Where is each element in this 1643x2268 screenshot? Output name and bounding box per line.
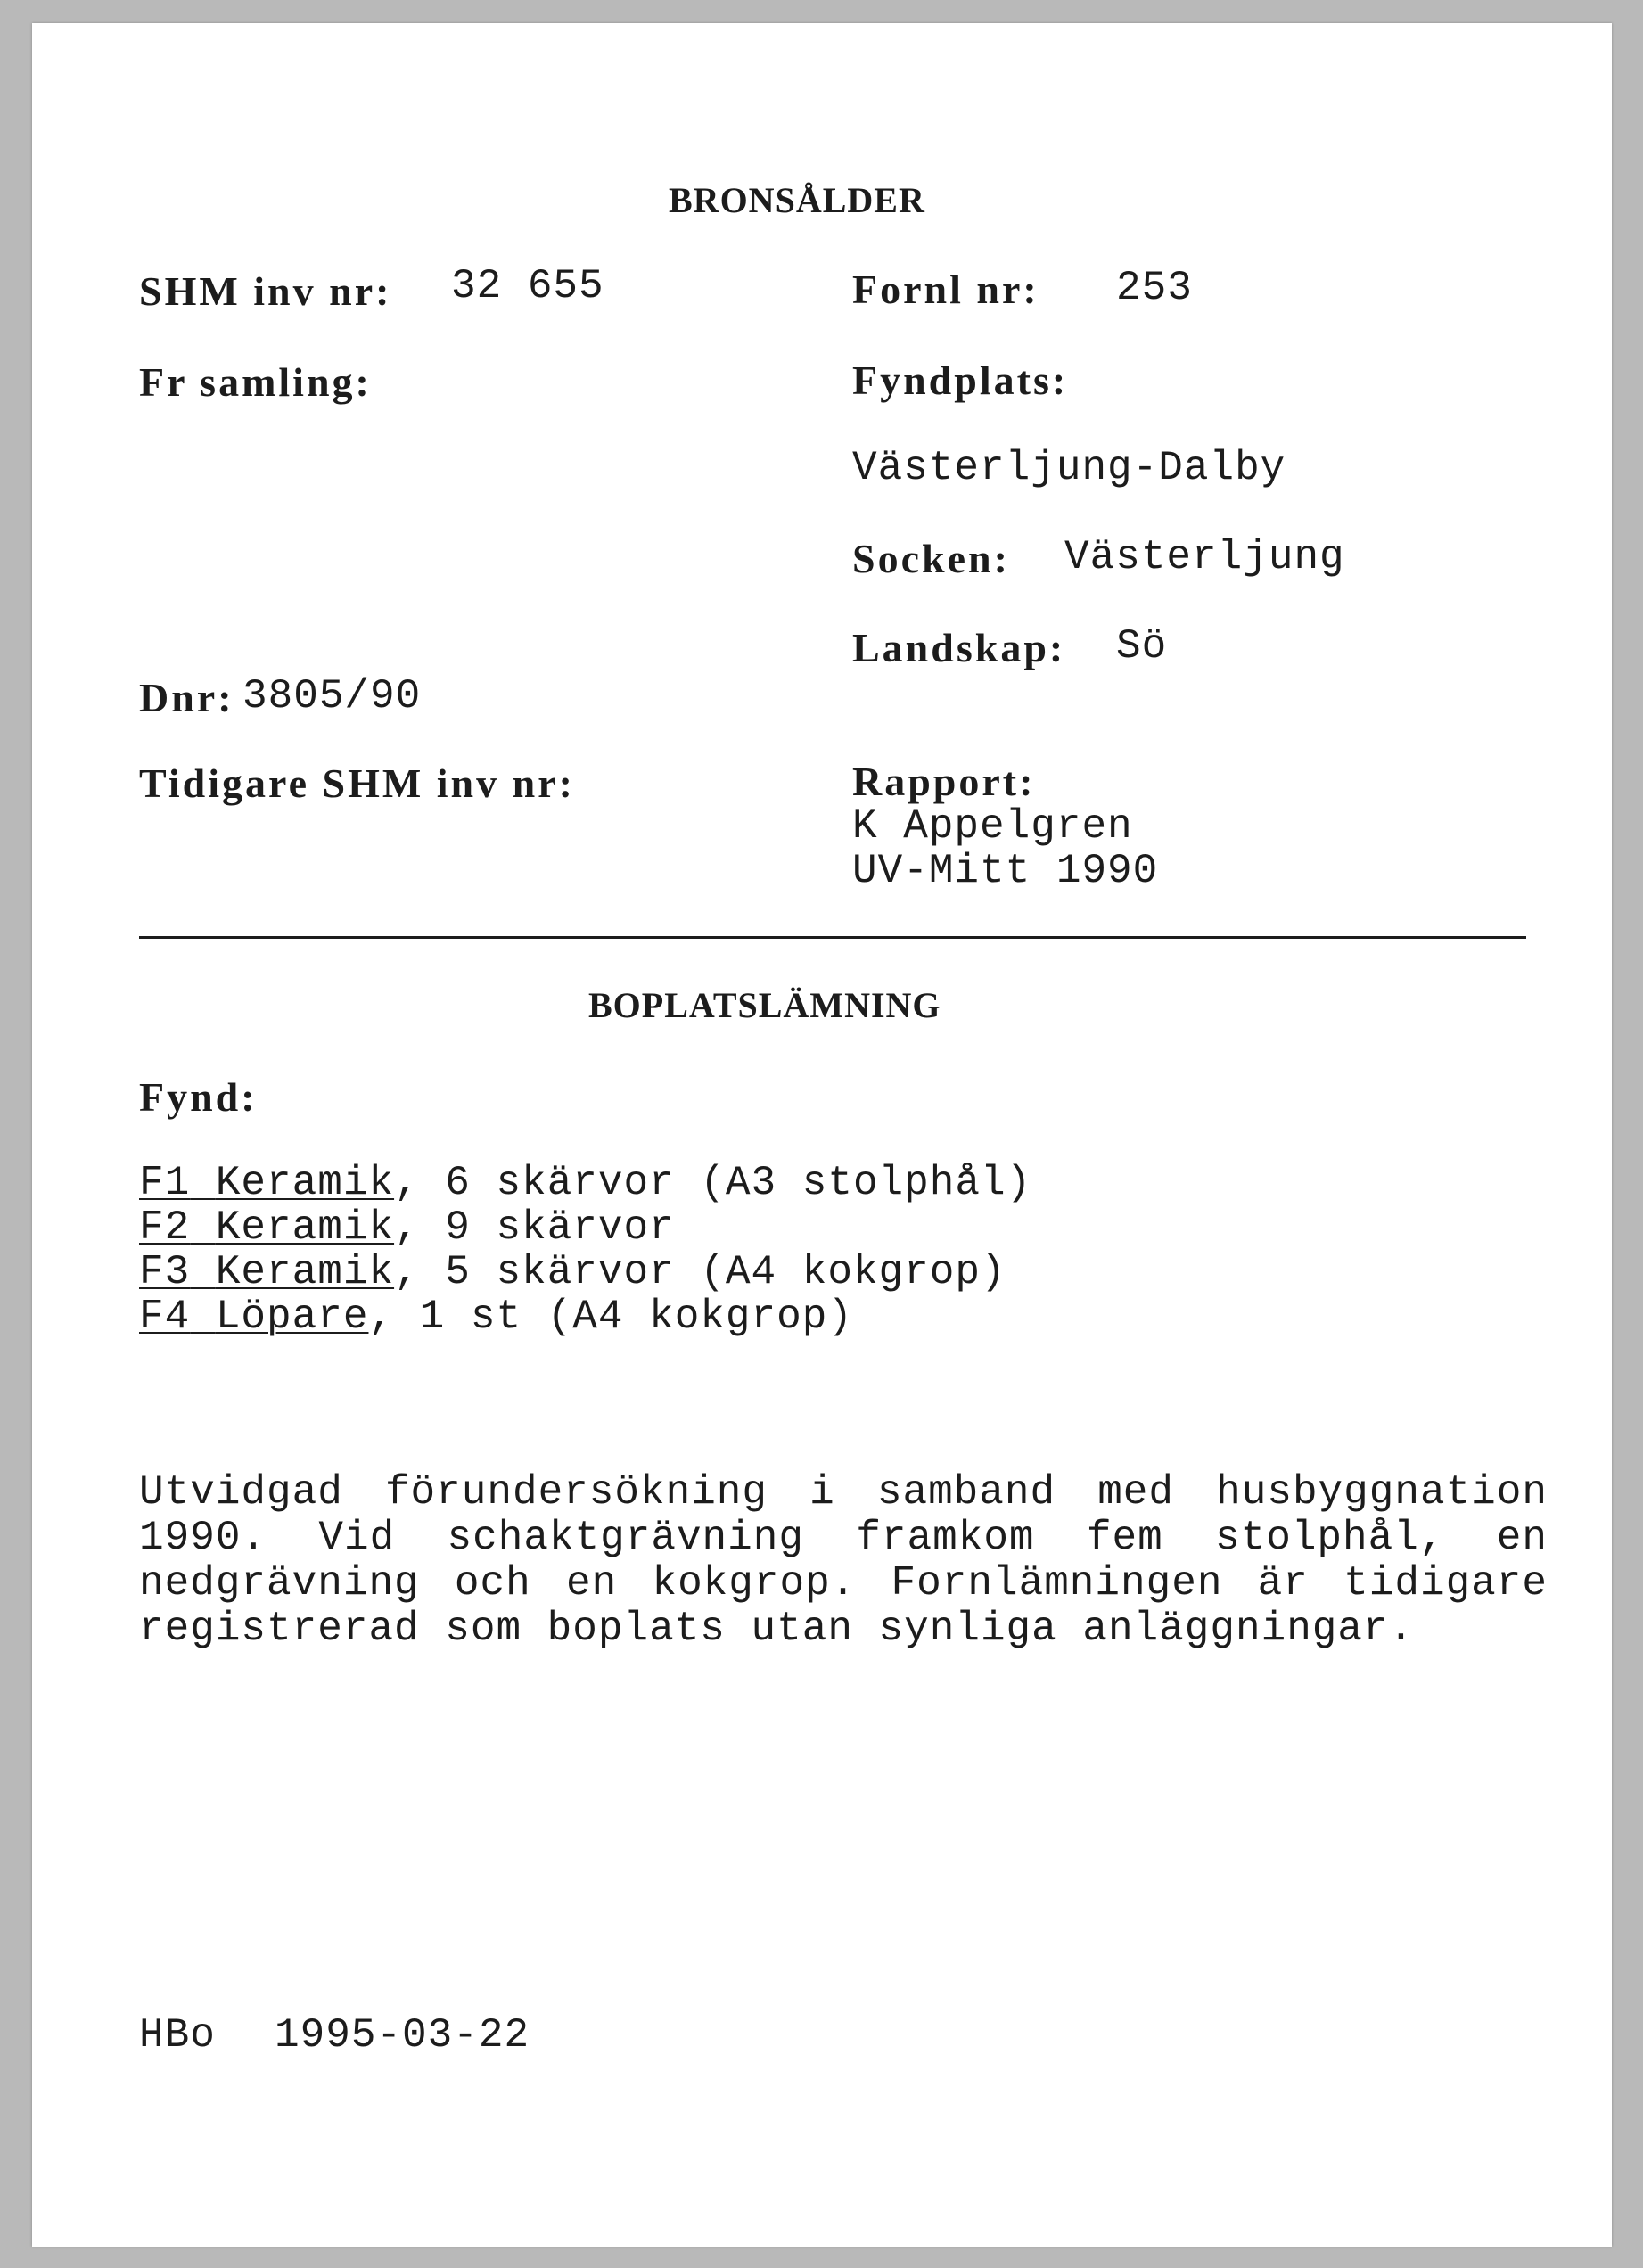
- find-detail: , 5 skärvor (A4 kokgrop): [394, 1249, 1006, 1295]
- fornl-label: Fornl nr:: [852, 267, 1039, 312]
- fyndplats-label: Fyndplats:: [852, 357, 1069, 403]
- find-item: [139, 1205, 675, 1250]
- section-title: BOPLATSLÄMNING: [588, 985, 941, 1025]
- rapport-unit-year: UV-Mitt 1990: [852, 848, 1159, 894]
- find-item: [139, 1250, 1006, 1294]
- find-detail: , 1 st (A4 kokgrop): [368, 1294, 853, 1340]
- landskap-label: Landskap:: [852, 625, 1066, 670]
- socken-value: Västerljung: [1064, 534, 1345, 580]
- section-divider: [139, 936, 1526, 939]
- rapport-author: K Appelgren: [852, 803, 1133, 850]
- find-item: [139, 1161, 1031, 1205]
- description-text: Utvidgad förundersökning i samband med husbyggnation 1990. Vid schaktgrävning framkom fem stolphål, en nedgrävning och en kokgrop. Fornlämningen är tidigare registrerad som boplats utan synliga anläggningar.: [139, 1469, 1548, 1652]
- fynd-label: Fynd:: [139, 1074, 258, 1120]
- find-title: F3 Keramik: [139, 1249, 395, 1295]
- find-title: F4 Löpare: [139, 1294, 369, 1340]
- socken-label: Socken:: [852, 536, 1010, 581]
- catalog-card: [32, 23, 1612, 2247]
- shm-inv-value: 32 655: [451, 263, 604, 309]
- dnr-value: 3805/90: [242, 673, 422, 719]
- period-heading: BRONSÅLDER: [669, 180, 925, 220]
- shm-inv-label: SHM inv nr:: [139, 268, 392, 314]
- fr-samling-label: Fr samling:: [139, 359, 372, 405]
- signature-date: 1995-03-22: [275, 2012, 530, 2058]
- tidigare-shm-label: Tidigare SHM inv nr:: [139, 760, 575, 806]
- find-detail: , 9 skärvor: [394, 1204, 675, 1251]
- find-detail: , 6 skärvor (A3 stolphål): [394, 1160, 1032, 1206]
- fornl-value: 253: [1116, 265, 1193, 311]
- find-title: F2 Keramik: [139, 1204, 395, 1251]
- signature-initials: HBo: [139, 2012, 216, 2058]
- landskap-value: Sö: [1116, 623, 1168, 670]
- find-item: [139, 1294, 853, 1339]
- find-title: F1 Keramik: [139, 1160, 395, 1206]
- rapport-label: Rapport:: [852, 759, 1036, 804]
- dnr-label: Dnr:: [139, 675, 234, 720]
- fyndplats-value: Västerljung-Dalby: [852, 445, 1286, 491]
